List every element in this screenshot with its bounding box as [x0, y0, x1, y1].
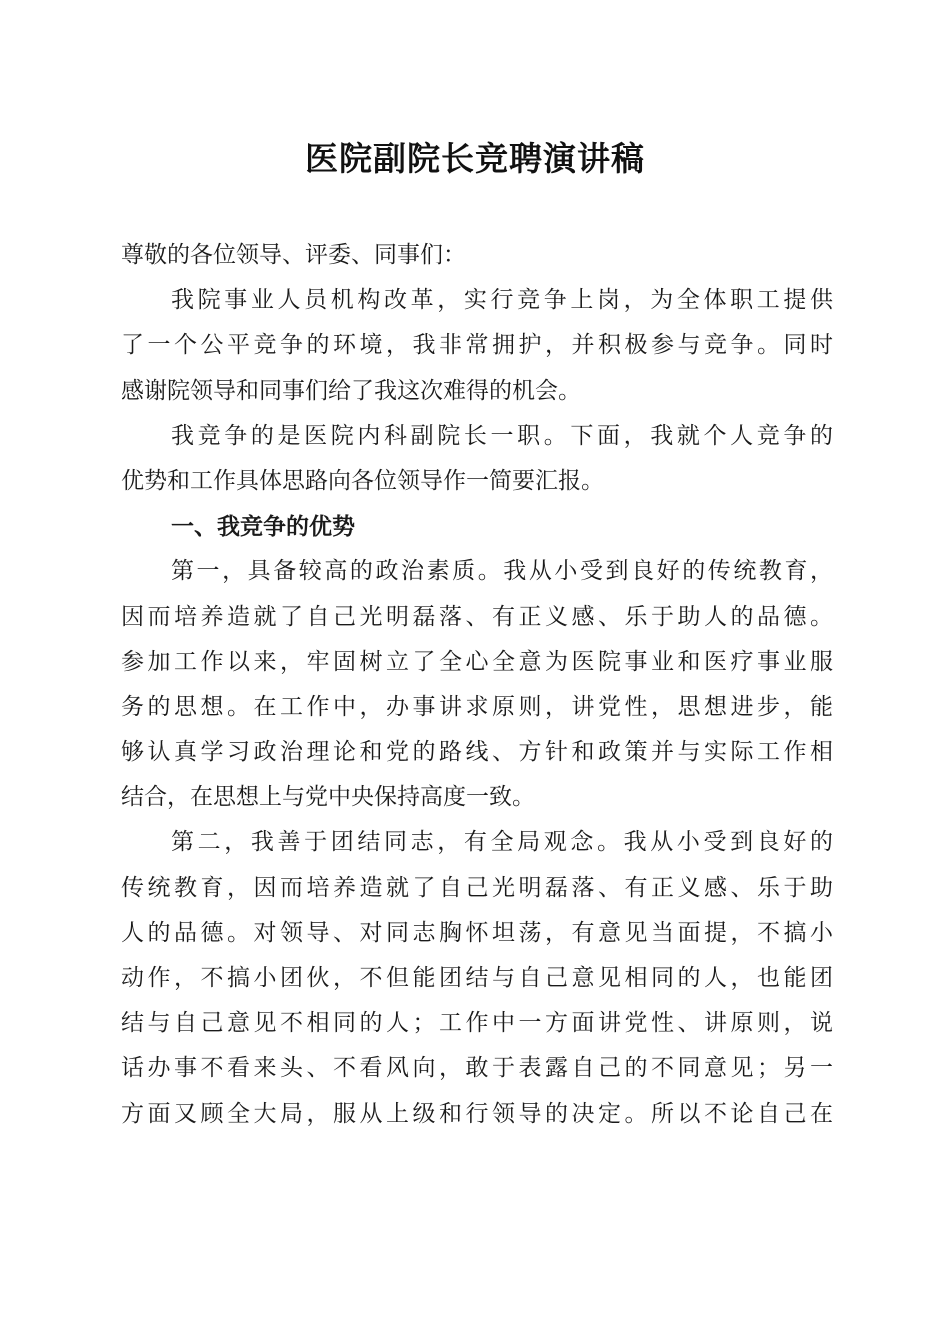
paragraph-line: 优势和工作具体思路向各位领导作一简要汇报。	[121, 467, 604, 494]
paragraph-line: 传统教育，因而培养造就了自己光明磊落、有正义感、乐于助	[121, 874, 833, 901]
paragraph-line: 动作，不搞小团伙，不但能团结与自己意见相同的人，也能团	[121, 965, 833, 991]
paragraph-line: 人的品德。对领导、对同志胸怀坦荡，有意见当面提，不搞小	[121, 919, 833, 946]
document-title: 医院副院长竞聘演讲稿	[305, 139, 645, 178]
paragraph-line: 第二，我善于团结同志，有全局观念。我从小受到良好的	[171, 829, 833, 856]
paragraph-line: 第一，具备较高的政治素质。我从小受到良好的传统教育，	[171, 558, 833, 585]
paragraph-line: 因而培养造就了自己光明磊落、有正义感、乐于助人的品德。	[121, 603, 833, 630]
paragraph-line: 感谢院领导和同事们给了我这次难得的机会。	[121, 377, 581, 404]
paragraph-line: 我竞争的是医院内科副院长一职。下面，我就个人竞争的	[171, 422, 833, 449]
paragraph-line: 参加工作以来，牢固树立了全心全意为医院事业和医疗事业服	[121, 648, 833, 675]
salutation-line: 尊敬的各位领导、评委、同事们：	[121, 242, 466, 268]
paragraph-line: 够认真学习政治理论和党的路线、方针和政策并与实际工作相	[121, 739, 833, 766]
paragraph-line: 我院事业人员机构改革，实行竞争上岗，为全体职工提供	[171, 287, 833, 314]
paragraph-line: 话办事不看来头、不看风向，敢于表露自己的不同意见；另一	[121, 1055, 833, 1082]
paragraph-line: 结合，在思想上与党中央保持高度一致。	[121, 784, 535, 811]
paragraph-line: 了一个公平竞争的环境，我非常拥护，并积极参与竞争。同时	[121, 332, 833, 359]
paragraph-line: 结与自己意见不相同的人；工作中一方面讲党性、讲原则，说	[121, 1010, 833, 1037]
paragraph-line: 务的思想。在工作中，办事讲求原则，讲党性，思想进步，能	[121, 693, 833, 720]
section-heading: 一、我竞争的优势	[171, 513, 355, 541]
paragraph-line: 方面又顾全大局，服从上级和行领导的决定。所以不论自己在	[121, 1100, 833, 1127]
document-body	[121, 233, 833, 1137]
